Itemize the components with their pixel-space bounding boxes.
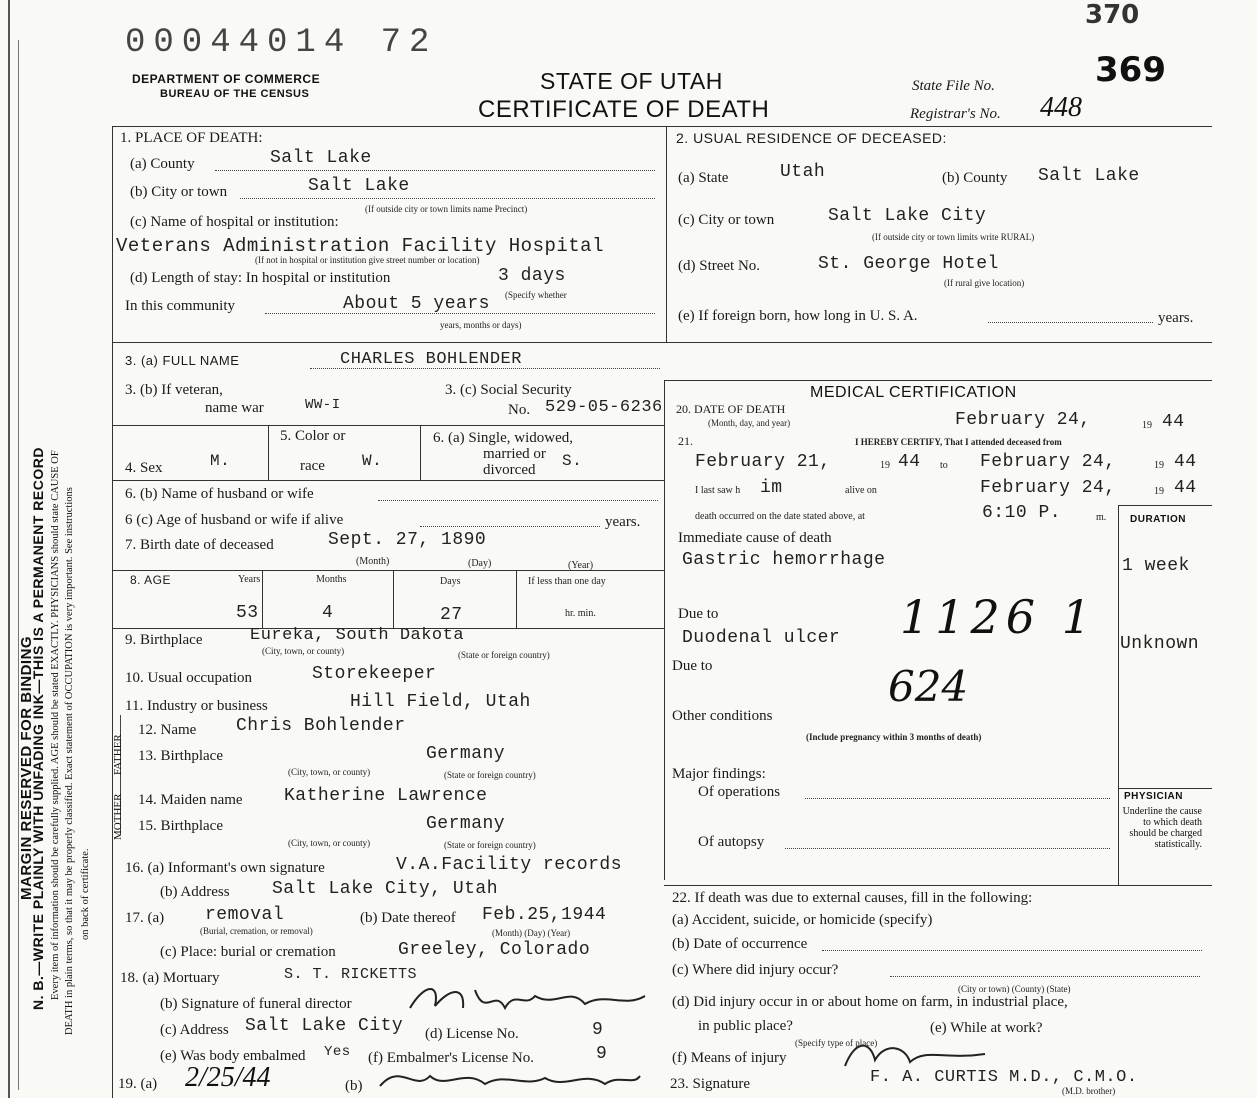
means-label: (f) Means of injury: [672, 1050, 787, 1066]
middle-divider: [664, 380, 665, 880]
mortuary-value: S. T. RICKETTS: [284, 966, 418, 983]
residence-title: 2. USUAL RESIDENCE OF DECEASED:: [676, 130, 947, 146]
occurrence-line: [822, 950, 1202, 951]
immediate-label: Immediate cause of death: [678, 530, 832, 546]
age-less-head: If less than one day: [528, 576, 606, 587]
father-side-label: FATHER: [112, 734, 124, 775]
sex-color-divider: [268, 425, 269, 480]
place-of-death-title: 1. PLACE OF DEATH:: [120, 130, 263, 146]
other-note: (Include pregnancy within 3 months of death): [806, 732, 982, 742]
binding-edge: [8, 0, 10, 1098]
race-value: W.: [362, 452, 383, 470]
burial-label: 17. (a): [125, 910, 165, 926]
hospital-label: (c) Name of hospital or institution:: [130, 214, 339, 230]
alive-on-label: alive on: [845, 485, 877, 496]
age-months-head: Months: [316, 574, 347, 585]
from-year-prefix: 19: [880, 460, 890, 471]
to-year-prefix: 19: [1154, 460, 1164, 471]
fullname-value: CHARLES BOHLENDER: [340, 350, 522, 369]
dod-year: 44: [1162, 412, 1185, 432]
last-saw-label: I last saw h: [695, 485, 741, 496]
burial-place-label: (c) Place: burial or cremation: [160, 944, 336, 960]
dod-value: February 24,: [955, 410, 1091, 430]
city-label: (b) City or town: [130, 184, 228, 200]
res-city-label: (c) City or town: [678, 212, 775, 228]
corner-number: 370: [1085, 0, 1140, 30]
hospital-note: (If not in hospital or institution give street number or location): [255, 255, 480, 265]
informant-value: V.A.Facility records: [396, 855, 623, 875]
mother-name-label: 14. Maiden name: [138, 792, 243, 808]
community-label: In this community: [125, 298, 235, 314]
fd-address-label: (c) Address: [160, 1022, 229, 1038]
attended-to: February 24,: [980, 452, 1116, 472]
age-months-value: 4: [322, 603, 334, 623]
embalmed-label: (e) Was body embalmed: [160, 1048, 306, 1064]
burial-date-label: (b) Date thereof: [360, 910, 456, 926]
spouse-line: [378, 500, 658, 501]
row-line-5: [112, 480, 664, 481]
public-label: in public place?: [698, 1018, 793, 1034]
registrar-label: Registrar's No.: [910, 106, 1001, 122]
certificate-title: CERTIFICATE OF DEATH: [478, 96, 770, 123]
res-street-value: St. George Hotel: [818, 254, 999, 274]
industry-value: Hill Field, Utah: [350, 692, 531, 712]
marital-label-2: married or: [483, 446, 546, 462]
immediate-duration: 1 week: [1122, 556, 1190, 576]
last-saw-year-prefix: 19: [1154, 486, 1164, 497]
physician-initials: [835, 1036, 995, 1072]
age-div-1: [262, 570, 263, 628]
spouse-years: years.: [605, 514, 641, 530]
where-label: (c) Where did injury occur?: [672, 962, 839, 978]
age-div-2: [393, 570, 394, 628]
father-bp-label: 13. Birthplace: [138, 748, 223, 764]
certify-text: I HEREBY CERTIFY, That I attended deceased from: [855, 437, 1062, 447]
license-value: 9: [592, 1020, 604, 1040]
burial-value: removal: [205, 905, 285, 925]
spouse-age-line: [420, 526, 600, 527]
fd-signature-label: (b) Signature of funeral director: [160, 996, 352, 1012]
place-type-note: (Specify type of place): [795, 1038, 878, 1048]
dod-year-prefix: 19: [1142, 420, 1152, 431]
margin-instructions-1: Every item of information should be carefully supplied. AGE should be stated EXACTLY. PHYSICIANS should state CAUSE OF: [50, 450, 61, 1000]
bp-state-note: (State or foreign country): [458, 650, 550, 660]
industry-label: 11. Industry or business: [125, 698, 268, 714]
mbp-city-note: (City, town, or county): [288, 838, 371, 848]
foreign-label: (e) If foreign born, how long in U. S. A.: [678, 308, 918, 324]
medical-title: MEDICAL CERTIFICATION: [810, 384, 1017, 401]
ss-value: 529-05-6236: [545, 398, 663, 417]
father-bp-value: Germany: [426, 744, 506, 764]
m-label: m.: [1096, 512, 1107, 523]
attended-to-year: 44: [1174, 452, 1197, 472]
autopsy-label: Of autopsy: [698, 834, 765, 850]
occurrence-label: (b) Date of occurrence: [672, 936, 808, 952]
certificate-serial-number: 00044014 72: [125, 24, 438, 62]
spouse-age-label: 6 (c) Age of husband or wife if alive: [125, 512, 344, 528]
due1-cause: Duodenal ulcer: [682, 628, 841, 648]
due1-code: 1126 1: [900, 590, 1097, 644]
filed-b-label: (b): [345, 1078, 363, 1094]
fd-address-value: Salt Lake City: [245, 1016, 404, 1036]
year-note: (Year): [568, 560, 594, 571]
bureau-census: BUREAU OF THE CENSUS: [160, 88, 310, 100]
color-marital-divider: [420, 425, 421, 480]
fullname-label: 3. (a) FULL NAME: [125, 353, 240, 368]
stay-label: (d) Length of stay: In hospital or institution: [130, 270, 391, 286]
age-years-value: 53: [236, 603, 259, 623]
father-name-value: Chris Bohlender: [236, 716, 406, 736]
dod-label: 20. DATE OF DEATH: [676, 402, 786, 416]
ss-no-label: No.: [508, 402, 531, 418]
age-days-value: 27: [440, 605, 463, 625]
embalmed-value: Yes: [324, 1044, 351, 1060]
filed-label: 19. (a): [118, 1076, 158, 1092]
birth-value: Sept. 27, 1890: [328, 530, 487, 550]
death-city-value: Salt Lake: [308, 176, 410, 196]
medical-top-line: [664, 380, 1212, 381]
age-days-head: Days: [440, 576, 461, 587]
marital-label-3: divorced: [483, 462, 536, 478]
mbp-state-note: (State or foreign country): [444, 840, 536, 850]
external-label: 22. If death was due to external causes, fill in the following:: [672, 890, 1033, 906]
due1-label: Due to: [678, 606, 719, 622]
foreign-years-label: years.: [1158, 310, 1194, 326]
form-top-border: [112, 126, 1212, 127]
father-name-label: 12. Name: [138, 722, 197, 738]
occurred-label: death occurred on the date stated above, at: [695, 511, 865, 522]
filed-date-value: 2/25/44: [185, 1062, 271, 1093]
state-title: STATE OF UTAH: [540, 68, 723, 94]
section-divider: [112, 342, 1212, 343]
death-county-value: Salt Lake: [270, 148, 372, 168]
funeral-director-signature: [405, 978, 655, 1020]
mdy-note: (Month) (Day) (Year): [492, 928, 571, 938]
address-label: (b) Address: [160, 884, 230, 900]
spouse-label: 6. (b) Name of husband or wife: [125, 486, 314, 502]
autopsy-line: [785, 848, 1110, 849]
embalmer-label: (f) Embalmer's License No.: [368, 1050, 534, 1066]
mother-bp-label: 15. Birthplace: [138, 818, 223, 834]
city-note: (If outside city or town limits name Precinct): [365, 204, 528, 214]
md-note: (M.D. brother): [1062, 1086, 1116, 1096]
where-note: (City or town) (County) (State): [958, 984, 1071, 994]
dept-commerce: DEPARTMENT OF COMMERCE: [132, 72, 321, 86]
physician-signature: F. A. CURTIS M.D., C.M.O.: [870, 1068, 1138, 1087]
mother-name-value: Katherine Lawrence: [284, 786, 488, 806]
last-saw-pronoun: im: [760, 478, 783, 498]
burial-note: (Burial, cremation, or removal): [200, 926, 313, 936]
due2-code: 624: [888, 662, 969, 711]
immediate-cause: Gastric hemorrhage: [682, 550, 886, 570]
sex-label: 4. Sex: [125, 460, 163, 476]
physician-head: PHYSICIAN: [1124, 791, 1183, 802]
other-label: Other conditions: [672, 708, 773, 724]
res-city-value: Salt Lake City: [828, 206, 987, 226]
state-file-label: State File No.: [912, 78, 995, 94]
last-saw-value: February 24,: [980, 478, 1116, 498]
ymd-note: years, months or days): [440, 320, 522, 330]
row-line-4: [112, 425, 664, 426]
foreign-line: [988, 322, 1153, 323]
due2-label: Due to: [672, 658, 713, 674]
state-file-number: 369: [1095, 50, 1166, 90]
physician-top: [1118, 788, 1212, 789]
veteran-label: 3. (b) If veteran,: [125, 382, 223, 398]
county-label: (a) County: [130, 156, 195, 172]
external-top-line: [664, 885, 1212, 886]
marital-label-1: 6. (a) Single, widowed,: [433, 430, 573, 446]
fbp-state-note: (State or foreign country): [444, 770, 536, 780]
margin-instructions-3: on back of certificate.: [80, 848, 91, 940]
age-label: 8. AGE: [130, 573, 172, 587]
signature-label: 23. Signature: [670, 1076, 750, 1092]
county-line: [215, 170, 655, 171]
bp-city-note: (City, town, or county): [262, 646, 345, 656]
res-state-label: (a) State: [678, 170, 729, 186]
war-label: name war: [205, 400, 264, 416]
operations-line: [805, 798, 1110, 799]
registrar-signature: [375, 1062, 645, 1096]
work-label: (e) While at work?: [930, 1020, 1043, 1036]
color-label: 5. Color or: [280, 428, 346, 444]
top-divider: [666, 126, 667, 342]
margin-instructions-2: DEATH in plain terms, so that it may be properly classified. Exact statement of OCCUPATION is very important. See instructions: [64, 487, 75, 1035]
registrar-number: 448: [1040, 92, 1082, 123]
marital-value: S.: [562, 452, 583, 470]
to-label: to: [940, 460, 948, 471]
birthplace-label: 9. Birthplace: [125, 632, 203, 648]
death-time: 6:10 P.: [982, 503, 1062, 523]
physician-note: Underline the cause to which death should be charged statistically.: [1122, 806, 1202, 850]
duration-column: [1118, 505, 1119, 885]
birthplace-value: Eureka, South Dakota: [250, 626, 465, 645]
home-label: (d) Did injury occur in or about home on farm, in industrial place,: [672, 994, 1068, 1010]
major-label: Major findings:: [672, 766, 766, 782]
day-note: (Day): [468, 558, 492, 569]
due1-duration: Unknown: [1120, 634, 1200, 654]
community-value: About 5 years: [343, 294, 490, 314]
birth-label: 7. Birth date of deceased: [125, 537, 274, 553]
duration-top: [1118, 505, 1212, 506]
margin-permanent-record: N. B.—WRITE PLAINLY WITH UNFADING INK—THIS IS A PERMANENT RECORD: [30, 447, 46, 1010]
mother-side-label: MOTHER: [112, 793, 124, 840]
res-state-value: Utah: [780, 162, 826, 182]
certify-number: 21.: [678, 434, 693, 448]
occupation-label: 10. Usual occupation: [125, 670, 253, 686]
age-div-3: [516, 570, 517, 628]
res-street-label: (d) Street No.: [678, 258, 761, 274]
margin-binding-text: MARGIN RESERVED FOR BINDING: [18, 635, 35, 900]
month-note: (Month): [356, 556, 390, 567]
ss-label: 3. (c) Social Security: [445, 382, 572, 398]
city-line: [240, 198, 655, 199]
duration-head: DURATION: [1130, 514, 1187, 525]
burial-place-value: Greeley, Colorado: [398, 940, 591, 960]
mortuary-label: 18. (a) Mortuary: [120, 970, 220, 986]
accident-label: (a) Accident, suicide, or homicide (specify): [672, 912, 933, 928]
informant-label: 16. (a) Informant's own signature: [125, 860, 325, 876]
operations-label: Of operations: [698, 784, 781, 800]
attended-from-year: 44: [898, 452, 921, 472]
occupation-value: Storekeeper: [312, 664, 437, 684]
res-city-note: (If outside city or town limits write RURAL): [872, 232, 1035, 242]
burial-date-value: Feb.25,1944: [482, 905, 607, 925]
attended-from: February 21,: [695, 452, 831, 472]
last-saw-year: 44: [1174, 478, 1197, 498]
address-value: Salt Lake City, Utah: [272, 879, 499, 899]
sex-value: M.: [210, 452, 231, 470]
specify-note: (Specify whether: [505, 290, 567, 300]
war-value: WW-I: [305, 397, 341, 413]
res-county-value: Salt Lake: [1038, 166, 1140, 186]
race-label: race: [300, 458, 325, 474]
dod-note: (Month, day, and year): [708, 418, 791, 428]
age-years-head: Years: [238, 574, 261, 585]
where-line: [890, 976, 1200, 977]
age-hr-min: hr. min.: [565, 608, 596, 619]
hospital-value: Veterans Administration Facility Hospital: [116, 235, 604, 257]
res-street-note: (If rural give location): [944, 278, 1025, 288]
embalmer-value: 9: [596, 1044, 608, 1064]
mother-bp-value: Germany: [426, 814, 506, 834]
fbp-city-note: (City, town, or county): [288, 767, 371, 777]
stay-value: 3 days: [498, 266, 566, 286]
res-county-label: (b) County: [942, 170, 1008, 186]
form-left-border: [112, 126, 113, 1098]
license-label: (d) License No.: [425, 1026, 519, 1042]
